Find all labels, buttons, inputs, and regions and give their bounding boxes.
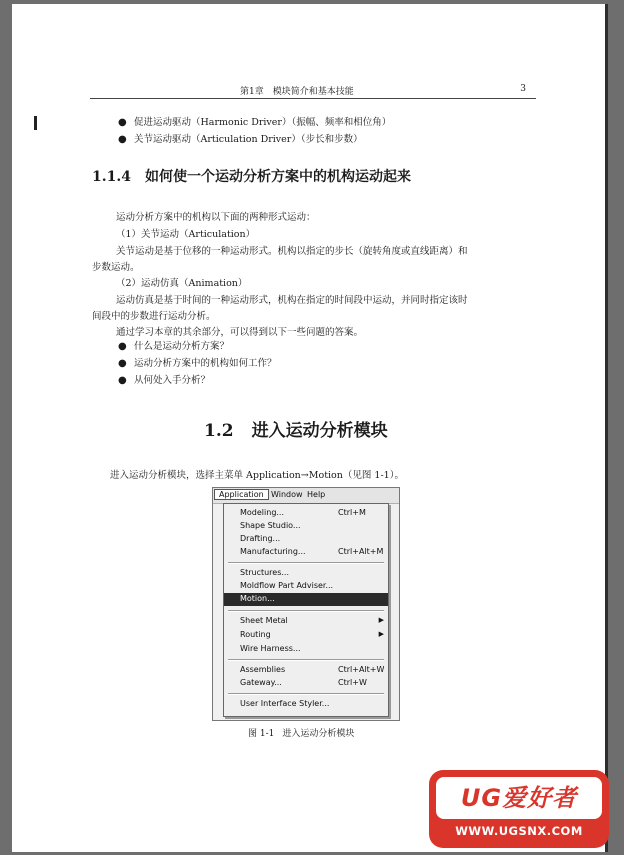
list-item: ● 促进运动驱动（Harmonic Driver）（振幅、频率和相位角）: [116, 114, 391, 131]
menu-item-routing[interactable]: Routing ▶: [240, 630, 384, 639]
menu-item-structures[interactable]: Structures...: [240, 568, 290, 577]
watermark-url: WWW.UGSNX.COM: [455, 824, 583, 838]
paragraph: 通过学习本章的其余部分，可以得到以下一些问题的答案。: [116, 327, 364, 338]
menu-item-sheet-metal[interactable]: Sheet Metal ▶: [240, 616, 384, 625]
menu-item-moldflow[interactable]: Moldflow Part Adviser...: [240, 581, 334, 590]
paragraph: 步数运动。: [92, 262, 140, 273]
paragraph: 运动分析方案中的机构以下面的两种形式运动：: [116, 212, 316, 223]
menu-application[interactable]: Application: [214, 489, 269, 500]
question-bullet-list: [116, 338, 277, 389]
menu-separator: [228, 659, 384, 661]
list-item: ● 关节运动驱动（Articulation Driver）（步长和步数）: [116, 131, 391, 148]
list-item: ● 运动分析方案中的机构如何工作？: [116, 355, 277, 372]
menu-separator: [228, 693, 384, 695]
paragraph: （1）关节运动（Articulation）: [116, 229, 256, 240]
list-item: ● 什么是运动分析方案？: [116, 338, 277, 355]
page-number: 3: [520, 84, 526, 94]
watermark-title: UG爱好者: [436, 777, 602, 819]
submenu-arrow-icon: ▶: [378, 630, 384, 638]
paragraph: 间段中的步数进行运动分析。: [92, 311, 216, 322]
driver-bullet-list: [116, 114, 391, 148]
menu-item-drafting[interactable]: Drafting...: [240, 534, 281, 543]
intro-paragraph: 进入运动分析模块，选择主菜单 Application→Motion（见图 1-1）。: [110, 470, 404, 481]
margin-mark: [34, 116, 37, 130]
paragraph: （2）运动仿真（Animation）: [116, 278, 248, 289]
bullet-icon: ●: [118, 134, 127, 145]
menu-item-assemblies[interactable]: Assemblies Ctrl+Alt+W: [240, 665, 385, 674]
bullet-icon: ●: [118, 358, 127, 369]
menu-screenshot-figure: [212, 487, 400, 721]
list-item: ● 从何处入手分析？: [116, 372, 277, 389]
menu-item-wire-harness[interactable]: Wire Harness...: [240, 644, 301, 653]
menu-window[interactable]: Window: [271, 490, 303, 499]
document-page: [12, 4, 608, 852]
menu-item-gateway[interactable]: Gateway... Ctrl+W: [240, 678, 367, 687]
watermark-logo: [429, 770, 609, 848]
bullet-icon: ●: [118, 375, 127, 386]
running-header: [90, 84, 536, 99]
bullet-icon: ●: [118, 341, 127, 352]
figure-caption: 图 1-1 进入运动分析模块: [248, 729, 355, 739]
paragraph: 关节运动是基于位移的一种运动形式。机构以指定的步长（旋转角度或直线距离）和: [116, 246, 468, 257]
menu-item-ui-styler[interactable]: User Interface Styler...: [240, 699, 330, 708]
chapter-title: 第1章 模块简介和基本技能: [240, 87, 354, 97]
bullet-icon: ●: [118, 117, 127, 128]
paragraph: 运动仿真是基于时间的一种运动形式，机构在指定的时间段中运动，并同时指定该时: [116, 295, 468, 306]
menu-bar: [213, 488, 399, 504]
menu-item-motion[interactable]: Motion...: [224, 593, 388, 606]
menu-help[interactable]: Help: [307, 490, 326, 499]
menu-item-modeling[interactable]: Modeling... Ctrl+M: [240, 508, 366, 517]
menu-item-shape-studio[interactable]: Shape Studio...: [240, 521, 301, 530]
section-heading-1-1-4: 1.1.4 如何使一个运动分析方案中的机构运动起来: [92, 169, 411, 185]
section-heading-1-2: 1.2 进入运动分析模块: [204, 421, 388, 441]
menu-separator: [228, 562, 384, 564]
submenu-arrow-icon: ▶: [378, 616, 384, 624]
menu-separator: [228, 610, 384, 612]
menu-item-manufacturing[interactable]: Manufacturing... Ctrl+Alt+M: [240, 547, 384, 556]
application-dropdown: [223, 503, 389, 717]
